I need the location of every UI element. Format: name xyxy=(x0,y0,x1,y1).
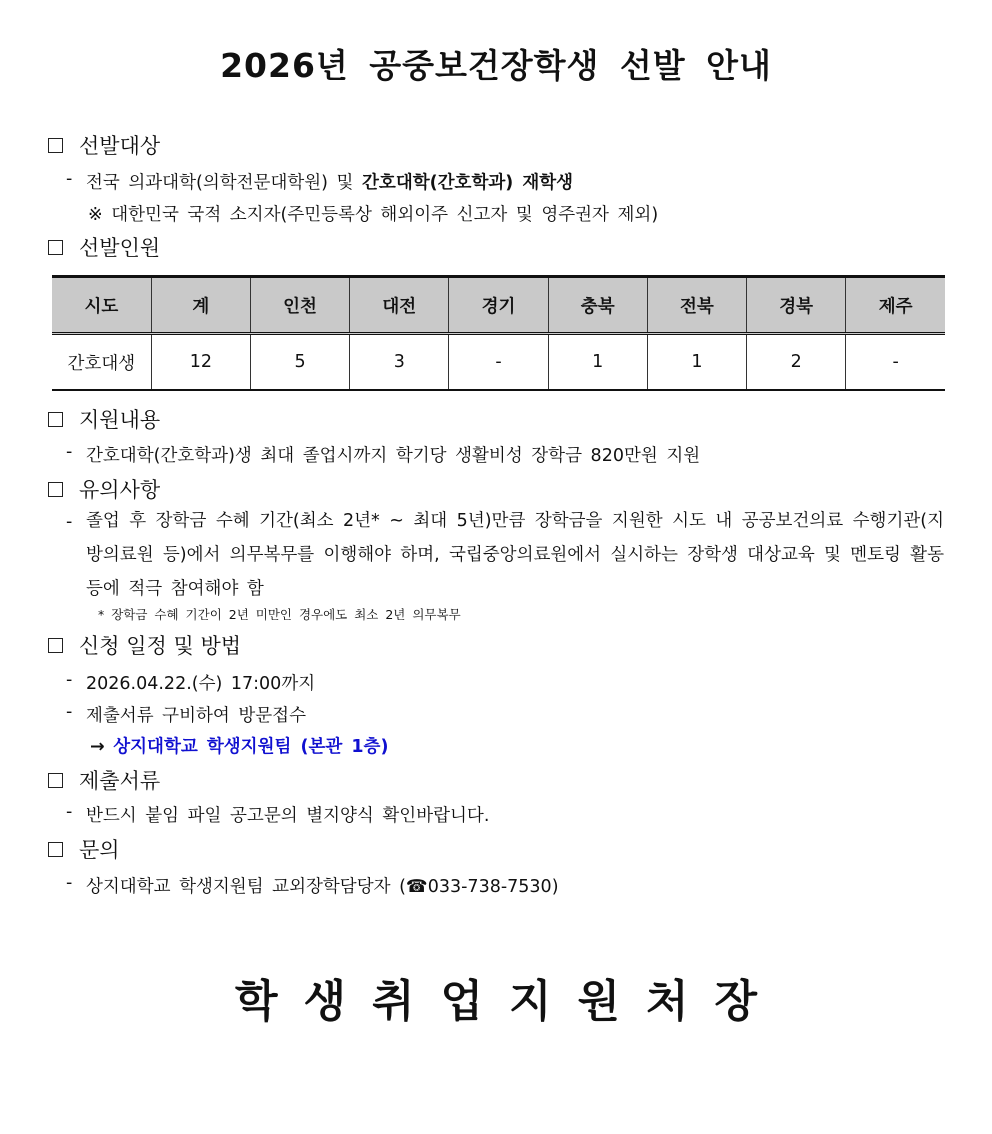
quota-col-header: 인천 xyxy=(250,277,349,334)
section-notes-heading xyxy=(48,474,160,504)
checkbox-square-icon xyxy=(48,773,63,788)
target-text-nursing: 간호대학(간호학과) 재학생 xyxy=(362,173,574,193)
bullet-dash: - xyxy=(66,702,73,722)
quota-col-header: 대전 xyxy=(350,277,449,334)
section-documents-heading xyxy=(48,765,160,795)
bullet-dash: - xyxy=(66,169,73,189)
checkbox-square-icon xyxy=(48,240,63,255)
checkbox-square-icon xyxy=(48,412,63,427)
section-contact-heading xyxy=(48,834,120,864)
contact-phone: 033-738-7530) xyxy=(427,877,559,897)
checkbox-square-icon xyxy=(48,842,63,857)
section-support-heading xyxy=(48,404,160,434)
quota-table-header-row xyxy=(52,277,945,334)
issuer-signature: 학생취업지원처장 xyxy=(234,976,784,1027)
quota-cell: 3 xyxy=(350,334,449,391)
quota-cell: 1 xyxy=(548,334,647,391)
schedule-method: 제출서류 구비하여 방문접수 xyxy=(86,706,306,726)
notes-footnote: * 장학금 수혜 기간이 2년 미만인 경우에도 최소 2년 의무복무 xyxy=(98,607,461,622)
quota-col-header: 제주 xyxy=(846,277,945,334)
section-heading-text: 신청 일정 및 방법 xyxy=(79,634,242,658)
quota-cell: 간호대생 xyxy=(52,334,151,391)
checkbox-square-icon xyxy=(48,482,63,497)
bullet-dash: - xyxy=(66,670,73,690)
quota-col-header: 계 xyxy=(151,277,250,334)
schedule-location: 상지대학교 학생지원팀 (본관 1층) xyxy=(113,737,389,757)
quota-cell: - xyxy=(846,334,945,391)
bullet-dash: - xyxy=(66,442,73,462)
support-line: 간호대학(간호학과)생 최대 졸업시까지 학기당 생활비성 장학금 820만원 지원 xyxy=(86,446,701,466)
section-heading-text: 문의 xyxy=(79,838,120,862)
section-target-heading xyxy=(48,130,160,160)
section-heading-text: 선발대상 xyxy=(79,134,161,158)
arrow-right-icon: → xyxy=(90,737,105,757)
phone-icon: ☎ xyxy=(405,877,428,897)
contact-line xyxy=(86,873,559,898)
section-heading-text: 제출서류 xyxy=(79,769,161,793)
checkbox-square-icon xyxy=(48,138,63,153)
quota-col-header: 전북 xyxy=(647,277,746,334)
section-heading-text: 선발인원 xyxy=(79,236,161,260)
section-heading-text: 유의사항 xyxy=(79,478,161,502)
table-row xyxy=(52,334,945,391)
quota-cell: 1 xyxy=(647,334,746,391)
quota-table xyxy=(52,275,945,391)
target-line xyxy=(86,169,573,194)
target-nationality-note: ※ 대한민국 국적 소지자(주민등록상 해외이주 신고자 및 영주권자 제외) xyxy=(88,205,659,225)
section-schedule-heading xyxy=(48,630,241,660)
quota-cell: - xyxy=(449,334,548,391)
quota-col-header: 경기 xyxy=(449,277,548,334)
contact-text: 상지대학교 학생지원팀 교외장학담당자 ( xyxy=(86,877,406,897)
section-quota-heading xyxy=(48,232,160,262)
page-title: 2026년 공중보건장학생 선발 안내 xyxy=(220,46,772,85)
schedule-location-line xyxy=(90,733,388,758)
schedule-deadline: 2026.04.22.(수) 17:00까지 xyxy=(86,674,316,694)
bullet-dash: - xyxy=(66,512,73,532)
section-heading-text: 지원내용 xyxy=(79,408,161,432)
quota-col-header: 경북 xyxy=(747,277,846,334)
quota-col-header: 충북 xyxy=(548,277,647,334)
quota-cell: 5 xyxy=(250,334,349,391)
bullet-dash: - xyxy=(66,873,73,893)
documents-line: 반드시 붙임 파일 공고문의 별지양식 확인바랍니다. xyxy=(86,806,490,826)
notes-paragraph: 졸업 후 장학금 수혜 기간(최소 2년* ~ 최대 5년)만큼 장학금을 지원한 시도 내 공공보건의료 수행기관(지방의료원 등)에서 의무복무를 이행해야 하며, 국립중앙의료원에서 실시하는 장학생 대상교육 및 멘토링 활동 등에 적극 참여해야 함 xyxy=(86,511,944,599)
target-text-medical: 전국 의과대학(의학전문대학원) 및 xyxy=(86,173,363,193)
quota-cell: 12 xyxy=(151,334,250,391)
quota-col-header: 시도 xyxy=(52,277,151,334)
quota-cell: 2 xyxy=(747,334,846,391)
bullet-dash: - xyxy=(66,802,73,822)
checkbox-square-icon xyxy=(48,638,63,653)
